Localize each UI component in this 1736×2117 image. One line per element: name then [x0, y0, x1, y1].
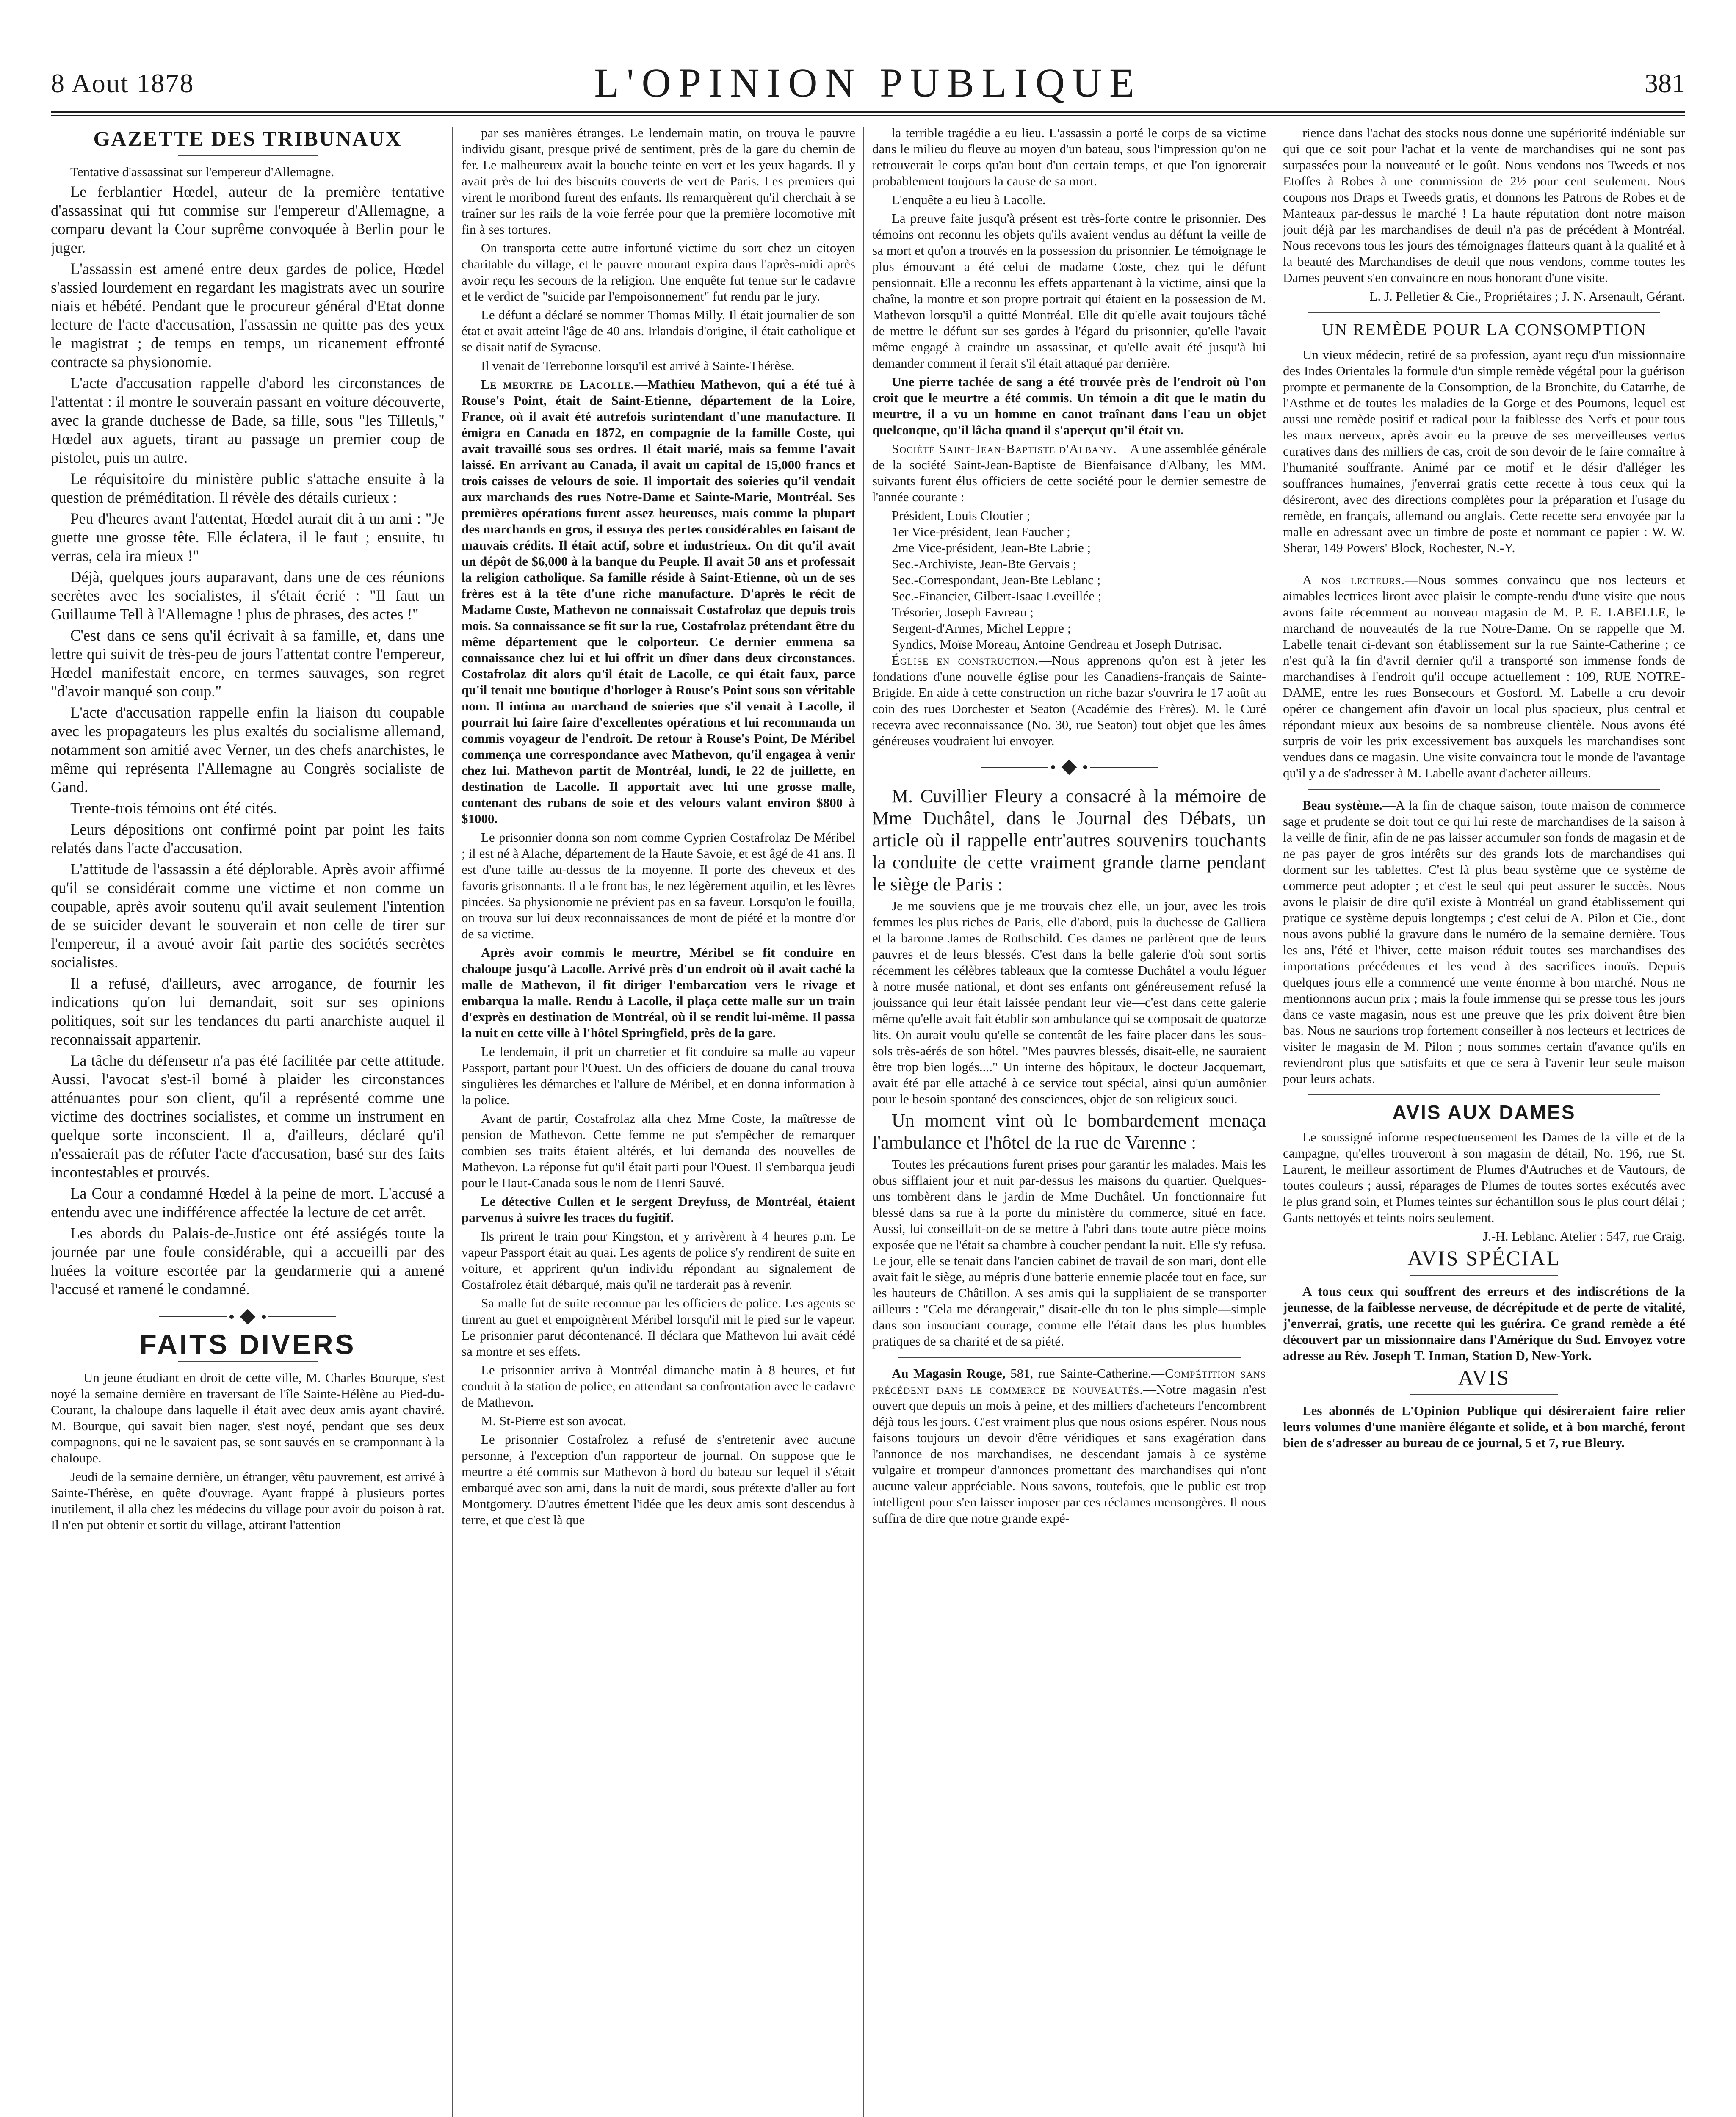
paragraph: Le prisonnier donna son nom comme Cyprien Costafrolaz De Méribel ; il est né à Alache, département de la Haute Savoie, et est âgé de 41 ans. Il est d'une taille au-dessus de la moyenne. Il porte des cheveux et des favoris grisonnants. Il a le front bas, le nez légèrement aquilin, et les lèvres pincées. Sa physionomie ne prévient pas en sa faveur. Lorsqu'on le fouilla, on trouva sur lui deux reconnaissances de mont de piété et la montre d'or de sa victime. — [462, 830, 855, 941]
paragraph: L'enquête a eu lieu à Lacolle. — [892, 192, 1046, 207]
officer-line: Président, Louis Cloutier ; — [892, 508, 1031, 523]
paragraph: M. St-Pierre est son avocat. — [481, 1413, 626, 1428]
masthead-rule-thin — [51, 115, 1685, 116]
advertisement — [872, 1365, 1266, 1526]
paragraph: Une pierre tachée de sang a été trouvée près de l'endroit où l'on croit que le meurtre a été commis. Un témoin a dit que le matin du meurtre, il a vu un homme en canot traînant dans l'eau un objet quelconque, qu'il lâcha quand il s'aperçut qu'il était vu. — [872, 374, 1266, 437]
news-item — [872, 441, 1266, 505]
divider — [178, 1361, 318, 1362]
officer-line: Sec.-Financier, Gilbert-Isaac Leveillée ; — [892, 589, 1102, 603]
news-item-body: —Nous apprenons qu'on est à jeter les fondations d'une nouvelle église pour les Canadiens-français de Sainte-Brigide. En aide à cette construction un riche bazar s'ouvrira le 17 août au coin des rues Dorchester et Seaton (Académie des Frères). M. le Curé recevra avec reconnaissance (No. 30, rue Seaton) tout objet que les âmes généreuses voudraient lui envoyer. — [872, 653, 1266, 748]
ad-lead: Au Magasin Rouge, — [892, 1366, 1006, 1381]
divider — [1410, 1275, 1558, 1276]
ornament-divider — [51, 1311, 445, 1322]
column-divider — [863, 127, 864, 2117]
news-item — [1283, 572, 1685, 781]
news-item-body: —Mathieu Mathevon, qui a été tué à Rouse's Point, était de Saint-Etienne, département de la Loire, France, où il avait été autrefois surintendant d'une manufacture. Il émigra en Canada en 1872, en compagnie de la famille Coste, qui avait travaillé sous ses ordres. Il était marié, mais sa femme l'avait laissé. En arrivant au Canada, il avait un capital de 15,000 francs et trois caisses de velours de soie. Il importait des soieries qu'il vendait aux marchands des rues Notre-Dame et Sainte-Marie, Montréal. Ses premières opérations furent assez heureuses, mais comme la plupart des marchands en gros, il essuya des pertes considérables en faisant de mauvais crédits. Il était actif, sobre et industrieux. On dit qu'il avait un dépôt de $6,000 à la banque du Peuple. Il avait 50 ans et professait la religion catholique. Sa famille réside à Saint-Etienne, où un de ses frères est à la tête d'une riche manufacture. D'après le récit de Madame Coste, Mathevon ne connaissait Costafrolaz que depuis trois mois. Sa connaissance se fit sur la rue, Costafrolaz prétendant être du même département que le colporteur. Ce dernier emmena sa connaissance chez lui et lui offrit un dîner dans deux circonstances. Costafrolaz dit alors qu'il était de Lacolle, ce qui était faux, parce qu'il tenait une boutique d'horloger à Rouse's Point sous son véritable nom. Il intima au marchand de soieries que s'il venait à Lacolle, il pourrait lui faire faire d'excellentes opérations et lui recommanda un commis voyageur de l'endroit. De retour à Rouse's Point, De Méribel commença une correspondance avec Mathevon, qu'il engagea à venir chez lui. Mathevon partit de Montréal, lundi, le 22 de juillette, en destination de Lacolle. Il apportait avec lui une grosse malle, contenant des rubans de soie et des velours valant environ $800 à $1000. — [462, 377, 855, 826]
paragraph: Trente-trois témoins ont été cités. — [70, 799, 277, 817]
news-item: Jeudi de la semaine dernière, un étranger, vêtu pauvrement, est arrivé à Sainte-Thérèse, en quête d'ouvrage. Ayant frappé à plusieurs portes inutilement, il alla chez les médecins du village pour avoir du poison à rat. Il n'en put obtenir et sortit du village, attirant l'attention — [51, 1469, 445, 1532]
advertisement: A tous ceux qui souffrent des erreurs et des indiscrétions de la jeunesse, de la faiblesse nerveuse, de décrépitude et de perte de vitalité, j'enverrai, gratis, une recette qui les guérira. Ce grand remède a été découvert par un missionnaire dans l'Amérique du Sud. Envoyez votre adresse au Rév. Joseph T. Inman, Station D, New-York. — [1283, 1284, 1685, 1363]
faits-divers-heading: FAITS DIVERS — [139, 1329, 356, 1360]
paragraph: C'est dans ce sens qu'il écrivait à sa famille, et, dans une lettre qui suivit de très-peu de jours l'attentat contre l'empereur, Hœdel manifestait encore, en termes sauvages, son regret "d'avoir manqué son coup." — [51, 627, 445, 700]
gazette-heading: GAZETTE DES TRIBUNAUX — [93, 127, 402, 150]
divider — [1308, 1094, 1660, 1095]
divider — [178, 155, 318, 156]
advertisement: Les abonnés de L'Opinion Publique qui désireraient faire relier leurs volumes d'une manière élégante et solide, et à bon marché, feront bien de s'adresser au bureau de ce journal, 5 et 7, rue Bleury. — [1283, 1403, 1685, 1450]
paragraph: La preuve faite jusqu'à présent est très-forte contre le prisonnier. Des témoins ont reconnu les objets qu'ils avaient vendus au défunt la veille de sa mort et qu'on a trouvés en la possession du prisonnier. Le témoignage le plus émouvant a été celui de madame Coste, chez qui le défunt pensionnait. Elle a reconnu les effets appartenant à la victime, ainsi que la chaîne, la montre et son propre portrait qui étaient en la possession de M. Mathevon lorsqu'il a quitté Montréal. Elle dit qu'elle avait toujours tâché de mettre le défunt sur ses gardes à l'égard du prisonnier, qu'elle l'avait même engagé à craindre un assassinat, et qu'elle avait été jusqu'à lui demander comment il ferait s'il était attaqué par derrière. — [872, 211, 1266, 370]
avis-special-heading: AVIS SPÉCIAL — [1407, 1246, 1561, 1270]
divider — [1308, 789, 1660, 790]
news-item-body: —Nous sommes convaincu que nos lecteurs et aimables lectrices liront avec plaisir le compte-rendu d'une visite que nous avons faite récemment au nouveau magasin de M. P. E. LABELLE, le marchand de nouveautés de la rue Notre-Dame. On se rappelle que M. Labelle tenait ci-devant son établissement sur la rue Sainte-Catherine ; ce n'est qu'à la fin d'avril dernier qu'il a transporté son immense fonds de marchandises à l'endroit qu'il occupe actuellement : 109, RUE NOTRE-DAME, entre les rues Bonsecours et Gosford. M. Labelle a cru devoir opérer ce changement afin d'avoir un local plus spacieux, plus central et répondant mieux aux besoins de sa nombreuse clientèle. Nous avons été surpris de voir les prix excessivement bas auxquels les marchandises sont vendues dans ce magasin. Une visite convaincra tout le monde de l'avantage qu'il y a de s'adresser à M. Labelle avant d'acheter ailleurs. — [1283, 572, 1685, 780]
paragraph: Le ferblantier Hœdel, auteur de la première tentative d'assassinat qui fut commise sur l'empereur d'Allemagne, a comparu devant la Cour suprême convoquée à Berlin pour le juger. — [51, 183, 445, 256]
news-item-lead: Société Saint-Jean-Baptiste d'Albany. — [892, 441, 1117, 456]
paragraph: La Cour a condamné Hœdel à la peine de mort. L'accusé a entendu avec une indifférence affectée la lecture de cet arrêt. — [51, 1185, 445, 1221]
ad-body: —Notre magasin n'est ouvert que depuis un mois à peine, et des milliers d'acheteurs l'encombrent déjà tous les jours. C'est vraiment plus que nous osions espérer. Nous nous faisons toujours un devoir d'être véridiques et sans exagération dans l'annonce de nos marchandises, ne descendant jamais à ce système vulgaire et trompeur d'annonces promettant des marchandises qui n'ont aucune valeur appréciable. Nous savons, toutefois, que le public est trop intelligent pour s'en laisser imposer par ces réclames mensongères. Il nous suffira de dire que notre grande expé- — [872, 1382, 1266, 1526]
page-number: 381 — [1645, 68, 1685, 98]
advertisement: Un vieux médecin, retiré de sa profession, ayant reçu d'un missionnaire des Indes Orientales la formule d'un simple remède végétal pour la guérison prompte et permanente de la Consomption, de la Bronchite, du Catarrhe, de l'Asthme et de toutes les maladies de la Gorge et des Poumons, lequel est aussi une remède positif et radical pour la faiblesse des Nerfs et pour tous les maux nerveux, après avoir eu la preuve de ses merveilleuses vertus curatives dans des milliers de cas, croit de son devoir de le faire connaître à l'humanité souffrante. Animé par ce motif et le désir d'alléger les souffrances humaines, j'enverrai gratis cette recette à tous ceux qui la désireront, avec des directions complètes pour la préparation et l'usage du remède, en français, allemand ou anglais. Cette recette sera envoyée par la malle en adressant avec un timbre de poste et nommant ce papier : W. W. Sherar, 149 Powers' Block, Rochester, N.-Y. — [1283, 347, 1685, 555]
paragraph: Le détective Cullen et le sergent Dreyfuss, de Montréal, étaient parvenus à suivre les traces du fugitif. — [462, 1194, 855, 1225]
masthead — [51, 51, 1685, 119]
news-item-lead: A nos lecteurs. — [1302, 572, 1405, 587]
divider — [1410, 1394, 1558, 1395]
column-2 — [462, 125, 855, 2117]
quotation: Je me souviens que je me trouvais chez elle, un jour, avec les trois femmes les plus riches de Paris, elle d'abord, puis la duchesse de Galliera et la baronne James de Rothschild. Ces dames ne parlèrent que de leurs pauvres et de leurs blessés. C'est dans la belle galerie d'où sont sortis récemment les célèbres tableaux que la comtesse Duchâtel a voulu léguer à notre musée national, et dont ses enfants ont généreusement refusé la jouissance qui leur était laissée pendant leur vie—c'est dans cette galerie même qu'elle avait fait établir son ambulance qui se composait de quatorze lits. On aurait voulu qu'elle se contentât de les faire placer dans les sous-sols très-aérés de son hôtel. "Mes pauvres blessés, disait-elle, ne sauraient être trop bien logés...." Un interne des hôpitaux, le docteur Jacquemart, avait été par elle attaché à ce service tout spécial, ainsi qu'un aumônier pour le besoin spontané des consciences, objet de son religieux souci. — [872, 898, 1266, 1106]
officer-line: Trésorier, Joseph Favreau ; — [892, 605, 1034, 619]
column-4 — [1283, 125, 1685, 2117]
divider — [1308, 312, 1660, 313]
officer-line: 1er Vice-président, Jean Faucher ; — [892, 524, 1070, 539]
news-item — [872, 652, 1266, 749]
column-divider — [452, 127, 453, 2117]
paragraph: Un moment vint où le bombardement menaça l'ambulance et l'hôtel de la rue de Varenne : — [872, 1110, 1266, 1153]
news-item-lead: Église en construction. — [892, 653, 1039, 668]
paragraph: Le réquisitoire du ministère public s'attache ensuite à la question de préméditation. Il révèle des détails curieux : — [51, 470, 445, 506]
remedy-heading: UN REMÈDE POUR LA CONSOMPTION — [1321, 320, 1647, 339]
ad-subtitle: —Compétition sans précédent dans le commerce de nouveautés. — [872, 1366, 1266, 1397]
paragraph: M. Cuvillier Fleury a consacré à la mémoire de Mme Duchâtel, dans le Journal des Débats, un article où il rappelle entr'autres souvenirs touchants la conduite de cette vraiment grande dame pendant le siège de Paris : — [872, 786, 1266, 895]
paragraph: Leurs dépositions ont confirmé point par point les faits relatés dans l'acte d'accusation. — [51, 821, 445, 857]
officer-line: Sec.-Correspondant, Jean-Bte Leblanc ; — [892, 572, 1101, 587]
quotation: Toutes les précautions furent prises pour garantir les malades. Mais les obus sifflaient jour et nuit par-dessus les maisons du quartier. Quelques-uns tombèrent dans le jardin de Mme Duchâtel. Un fonctionnaire fut blessé dans sa rue à la porte du ministère du commerce, situé en face. Aussi, lui conseillait-on de se mettre à l'abri dans toute autre pièce moins exposée que ne l'était sa chambre à coucher pendant la nuit. Elle s'y refusa. Le jour, elle se tenait dans l'ancien cabinet de travail de son mari, dont elle avait fait le siège, au mépris d'une batterie ennemie placée tout en face, sur les hauteurs de Châtillon. A ses amis qui la suppliaient de se transporter ailleurs : "Cela me dérangerait," disait-elle du ton le plus simple—simple dans son insouciant courage, comme elle l'était dans les plus humbles pratiques de sa charité et de sa piété. — [872, 1157, 1266, 1349]
paragraph: Le prisonnier Costafrolez a refusé de s'entretenir avec aucune personne, à l'exception d'un rapporteur de journal. On suppose que le meurtre a été commis sur Mathevon à bord du bateau sur lequel il s'était embarqué avec son ami, dans la nuit de mardi, sous prétexte d'aller au fort Montgomery. D'autres émettent l'idée que les deux amis sont descendus à terre, et que c'est là que — [462, 1432, 855, 1527]
paragraph: Déjà, quelques jours auparavant, dans une de ces réunions secrètes avec les socialistes, il s'était écrié : "Il faut un Guillaume Tell à l'Allemagne ! plus de phrases, des actes !" — [51, 568, 445, 623]
paragraph: Le lendemain, il prit un charretier et fit conduire sa malle au vapeur Passport, partant pour l'Ouest. Un des officiers de douane du canal trouva singulières les démarches et l'allure de Méribel, et en donna information à la police. — [462, 1044, 855, 1107]
masthead-rule — [51, 111, 1685, 113]
officer-line: Syndics, Moïse Moreau, Antoine Gendreau et Joseph Dutrisac. — [892, 637, 1222, 652]
paragraph: Peu d'heures avant l'attentat, Hœdel aurait dit à un ami : "Je guette une grosse tête. Elle éclatera, il le faut ; ensuite, tu verras, cela ira mieux !" — [51, 510, 445, 564]
column-1 — [51, 125, 445, 2117]
paragraph: Il venait de Terrebonne lorsqu'il est arrivé à Sainte-Thérèse. — [481, 358, 795, 373]
paragraph: Les abords du Palais-de-Justice ont été assiégés toute la journée par une foule considérable, qui a accueilli par des huées la voiture escortée par la gendarmerie qui a amené l'accusé et ramené le condamné. — [51, 1224, 445, 1298]
paragraph: L'assassin est amené entre deux gardes de police, Hœdel s'assied lourdement en regardant les magistrats avec un sourire niais et hébété. Pendant que le procureur général d'Etat donne lecture de l'acte d'accusation, l'assassin ne quitte pas des yeux le magistrat ; de temps en temps, un ricanement effronté contracte sa physionomie. — [51, 260, 445, 370]
paragraph: par ses manières étranges. Le lendemain matin, on trouva le pauvre individu gisant, presque privé de sentiment, près de la gare du chemin de fer. Le malheureux avait la bouche teinte en vert et les yeux hagards. Il y avait près de lui des biscuits couverts de vert de Paris. Les premiers qui virent le moribond furent des enfants. Ils remarquèrent qu'il cherchait à se traîner sur les rails de la voie ferrée pour que la première locomotive mît fin à ses tortures. — [462, 125, 855, 237]
news-item-body: —A une assemblée générale de la société Saint-Jean-Baptiste de Bienfaisance d'Albany, les MM. suivants furent élus officiers de cette société pour le dernier semestre de l'année courante : — [872, 441, 1266, 504]
news-item — [462, 376, 855, 827]
officer-line: 2me Vice-président, Jean-Bte Labrie ; — [892, 540, 1091, 555]
avis-heading: AVIS — [1458, 1365, 1510, 1389]
column-3 — [872, 125, 1266, 2117]
paragraph: la terrible tragédie a eu lieu. L'assassin a porté le corps de sa victime dans le milieu du fleuve au moyen d'un bateau, sous l'impression qu'on ne retrouverait le corps qu'au bout d'un certain temps, et que l'on ignorerait probablement toujours la cause de sa mort. — [872, 125, 1266, 188]
article-subtitle: Tentative d'assassinat sur l'empereur d'Allemagne. — [70, 164, 334, 179]
paragraph: Il a refusé, d'ailleurs, avec arrogance, de fournir les indications qu'on lui demandait, soit sur ses opinions politiques, soit sur les tendances du parti anarchiste auquel il reconnaissait appartenir. — [51, 975, 445, 1048]
paragraph: Le prisonnier arriva à Montréal dimanche matin à 8 heures, et fut conduit à la station de police, en attendant sa confrontation avec le cadavre de Mathevon. — [462, 1363, 855, 1409]
ad-signature: L. J. Pelletier & Cie., Propriétaires ; J. N. Arsenault, Gérant. — [1369, 289, 1685, 304]
issue-date: 8 Aout 1878 — [51, 68, 194, 98]
news-item-lead: Beau système. — [1302, 798, 1382, 813]
ad-address: 581, rue Sainte-Catherine. — [1010, 1366, 1152, 1381]
paragraph: Avant de partir, Costafrolaz alla chez Mme Coste, la maîtresse de pension de Mathevon. Cette femme ne put s'empêcher de remarquer combien ses traits étaient altérés, et lui demanda des nouvelles de Mathevon. La réponse fut qu'il était parti pour l'Ouest. Il s'embarqua jeudi pour le Haut-Canada sous le nom de Henri Sauvé. — [462, 1111, 855, 1190]
news-item-lead: Le meurtre de Lacolle. — [481, 377, 635, 392]
ornament-divider — [872, 762, 1266, 773]
paragraph: Le défunt a déclaré se nommer Thomas Milly. Il était journalier de son état et avait atteint l'âge de 40 ans. Irlandais d'origine, il était catholique et se disait natif de Syracuse. — [462, 307, 855, 354]
paragraph: La tâche du défenseur n'a pas été facilitée par cette attitude. Aussi, l'avocat s'est-il borné à plaider les circonstances atténuantes pour son client, qu'il a représenté comme une victime des doctrines socialistes, et comme un instrument en quelque sorte inconscient. Il a, d'ailleurs, déclaré qu'il n'essaierait pas de réfuter l'acte d'accusation, basé sur des faits incontestables et prouvés. — [51, 1052, 445, 1181]
paragraph: Sa malle fut de suite reconnue par les officiers de police. Les agents se tinrent au guet et empoignèrent Méribel lorsqu'il mit le pied sur le vapeur. Le prisonnier parut décontenancé. Il déclara que Mathevon lui avait cédé sa montre et ses effets. — [462, 1296, 855, 1359]
avis-aux-dames-heading: AVIS AUX DAMES — [1392, 1101, 1576, 1123]
paragraph: Après avoir commis le meurtre, Méribel se fit conduire en chaloupe jusqu'à Lacolle. Arrivé près d'un endroit où il avait caché la malle de Mathevon, il fit diriger l'embarcation vers le rivage et embarqua la malle. Rendu à Lacolle, il plaça cette malle sur un train d'exprès en destination de Montréal, où il se rendit lui-même. Il passa la nuit en cette ville à l'hôtel Springfield, près de la gare. — [462, 945, 855, 1040]
officer-line: Sergent-d'Armes, Michel Leppre ; — [892, 621, 1071, 636]
advertisement: Le soussigné informe respectueusement les Dames de la ville et de la campagne, qu'elles trouveront à son magasin de détail, No. 196, rue St. Laurent, le meilleur assortiment de Plumes d'Autruches et de Vautours, de toutes couleurs ; aussi, réparages de Plumes de toutes sortes exécutés avec le plus grand soin, et Plumes teintes sur échantillon sous le plus court délai ; Gants nettoyés et teints noirs seulement. — [1283, 1130, 1685, 1225]
ad-signature: J.-H. Leblanc. Atelier : 547, rue Craig. — [1483, 1229, 1685, 1244]
news-item-body: —A la fin de chaque saison, toute maison de commerce sage et prudente se doit tout ce qui lui reste de marchandises de la saison à la veille de finir, afin de ne pas laisser accumuler son fonds de magasin et de ne pas payer de gros intérêts sur des grands lots de marchandises qui dorment sur les tablettes. C'est là plus beau système que ce système de commerce peut adopter ; et c'est le seul qui peut assurer le succès. Nous avons le plaisir de dire qu'il existe à Montréal un grand établissement qui pratique ce système depuis longtemps ; c'est celui de A. Pilon et Cie., dont nous avons publié la gravure dans le numéro de la semaine dernière. Tous les ans, l'été et l'hiver, cette maison réduit toutes ses marchandises des importations précédentes et les vend à des sacrifices inouïs. Depuis quelques jours elle a commencé une vente énorme à bon marché. Nous ne mentionnons aucun prix ; mais la foule immense qui se presse tous les jours dans ce vaste magasin, nous est une preuve que les prix doivent être bien bas. Nous ne saurions trop fortement conseiller à nos lecteurs et lectrices de visiter le magasin de M. Pilon ; nous sommes certain d'avance qu'ils en reviendront plus que satisfaits et que ce sera à l'avenir leur seule maison pour leurs achats. — [1283, 798, 1685, 1086]
newspaper-title: L'OPINION PUBLIQUE — [594, 60, 1142, 105]
paragraph: L'acte d'accusation rappelle enfin la liaison du coupable avec les propagateurs les plus exaltés du socialisme allemand, notamment son amitié avec Verner, un des chefs anarchistes, le même qui représenta l'Allemagne au Congrès socialiste de Gand. — [51, 704, 445, 796]
advertisement: rience dans l'achat des stocks nous donne une supériorité indéniable sur qui que ce soit pour l'achat et la vente de marchandises qui ne sont pas surpassées pour la nouveauté et le goût. Nous vendons nos Tweeds et nos Etoffes à Robes à une commission de 2½ pour cent seulement. Nous coupons nos Draps et Tweeds gratis, et donnons les Patrons de Robes et de Manteaux par-dessus le marché ! La haute réputation dont notre maison jouit déjà par les marchandises de deuil n'a pas de précédent à Montréal. Nous recevons tous les jours des témoignages flatteurs quant à la qualité et à la beauté des Marchandises de deuil que nous vendons, comme toutes les Dames peuvent s'en convaincre en nous honorant d'une visite. — [1283, 125, 1685, 285]
divider — [898, 1357, 1241, 1358]
news-item — [1283, 797, 1685, 1087]
officer-line: Sec.-Archiviste, Jean-Bte Gervais ; — [892, 556, 1077, 571]
news-item: —Un jeune étudiant en droit de cette ville, M. Charles Bourque, s'est noyé la semaine dernière en traversant de l'île Sainte-Hélène au Pied-du-Courant, la chaloupe dans laquelle il était avec deux amis ayant chaviré. M. Bourque, qui savait bien nager, s'est noyé, pendant que ses deux compagnons, qui ne le savaient pas, se sont sauvés en se cramponnant à la chaloupe. — [51, 1370, 445, 1465]
paragraph: L'acte d'accusation rappelle d'abord les circonstances de l'attentat : il montre le souverain passant en voiture découverte, avec la grande duchesse de Bade, sa fille, sous "les Tilleuls," Hœdel aux aguets, tirant au passage un premier coup de pistolet, puis un autre. — [51, 374, 445, 466]
paragraph: On transporta cette autre infortuné victime du sort chez un citoyen charitable du village, et le pauvre mourant expira dans l'après-midi après avoir reçu les secours de la religion. Une enquête fut tenue sur le cadavre et le verdict de "suicide par l'empoisonnement" fut rendu par le jury. — [462, 240, 855, 304]
paragraph: L'attitude de l'assassin a été déplorable. Après avoir affirmé qu'il se considérait comme une victime et non comme un coupable, après avoir soutenu qu'il avait seulement l'intention de se suicider devant le souverain et non celle de tirer sur l'empereur, il a avoué avoir fait partie des sociétés secrètes socialistes. — [51, 860, 445, 971]
paragraph: Ils prirent le train pour Kingston, et y arrivèrent à 4 heures p.m. Le vapeur Passport était au quai. Les agents de police s'y rendirent de suite en voiture, et apprirent qu'un individu répondant au signalement de Costafrolez était débarqué, mais qu'il ne tarderait pas à revenir. — [462, 1229, 855, 1292]
